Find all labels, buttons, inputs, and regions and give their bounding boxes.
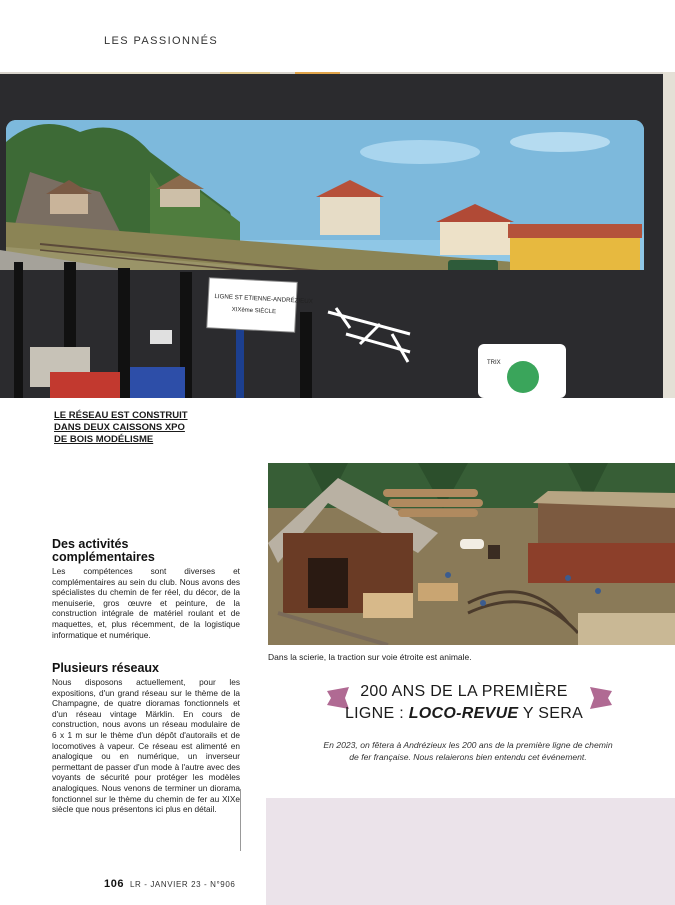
heading-activites [52, 538, 240, 564]
sign-line-2: XIXème SIÈCLE [231, 306, 277, 316]
pink-panel [266, 798, 675, 905]
caption-top-line-2: DANS DEUX CAISSONS XPO [54, 422, 185, 433]
caption-top [54, 410, 214, 446]
paragraph-reseaux: Nous disposons actuellement, pour les expositions, d'un grand réseau sur le thème de la Champagne, de quatre dioramas fonctionnels et d'un réseau vintage Märklin. En cours de construction, nous avons un réseau modulaire de 6 x 1 m sur le thème d'un dépôt d'autorails et de locomotives à vapeur. Ce réseau est alimenté en analogique ou en numérique, un inverseur permettant de passer d'un mode à l'autre avec des voyants de sécurité pour protéger les modèles analogiques. Nous venons de terminer un diorama fonctionnel sur le thème du chemin de fer au XIXe siècle que nous présentons ici plus en détail. [52, 677, 240, 815]
announce-title-brand: LOCO-REVUE [408, 705, 519, 722]
sign-line-1: LIGNE ST ETIENNE-ANDRÉZIEUX [214, 293, 314, 306]
paragraph-competences: Les compétences sont diverses et complémentaires au sein du club. Nous avons des spécialistes du chemin de fer réel, du décor, de la menuiserie, gros œuvre et peinture, de la construction intégrale de matériel roulant et de maquettes, et, plus récemment, de la logistique informatique et numérique. [52, 566, 240, 640]
caption-top-line-3: DE BOIS MODÉLISME [54, 434, 154, 445]
announce-title-line-1: 200 ANS DE LA PREMIÈRE [360, 683, 568, 700]
page-number: 106 [104, 878, 125, 890]
announce-title-line-2-a: LIGNE : [344, 705, 409, 722]
heading-activites-line-2: complémentaires [52, 550, 155, 564]
caption-sawmill: Dans la scierie, la traction sur voie étroite est animale. [268, 652, 472, 662]
caption-top-line-1: LE RÉSEAU EST CONSTRUIT [54, 410, 188, 421]
section-header: LES PASSIONNÉS [104, 35, 219, 47]
announce-subtitle: En 2023, on fêtera à Andrézieux les 200 ans de la première ligne de chemin de fer française. Nous relaierons bien entendu cet événement. [323, 740, 613, 762]
issue-info: LR - JANVIER 23 - N°906 [129, 880, 236, 889]
announce-title [335, 681, 593, 725]
heading-plusieurs-reseaux: Plusieurs réseaux [52, 661, 160, 675]
announce-title-line-2 [335, 703, 593, 725]
heading-activites-line-1: Des activités [52, 537, 129, 551]
controller-badge: TRIX [487, 360, 501, 366]
page-footer [104, 878, 235, 890]
photo-sawmill-scene [268, 463, 675, 645]
photo-model-railway-diorama [0, 72, 675, 398]
column-rule [240, 789, 241, 851]
announce-title-line-2-c: Y SERA [518, 705, 584, 722]
